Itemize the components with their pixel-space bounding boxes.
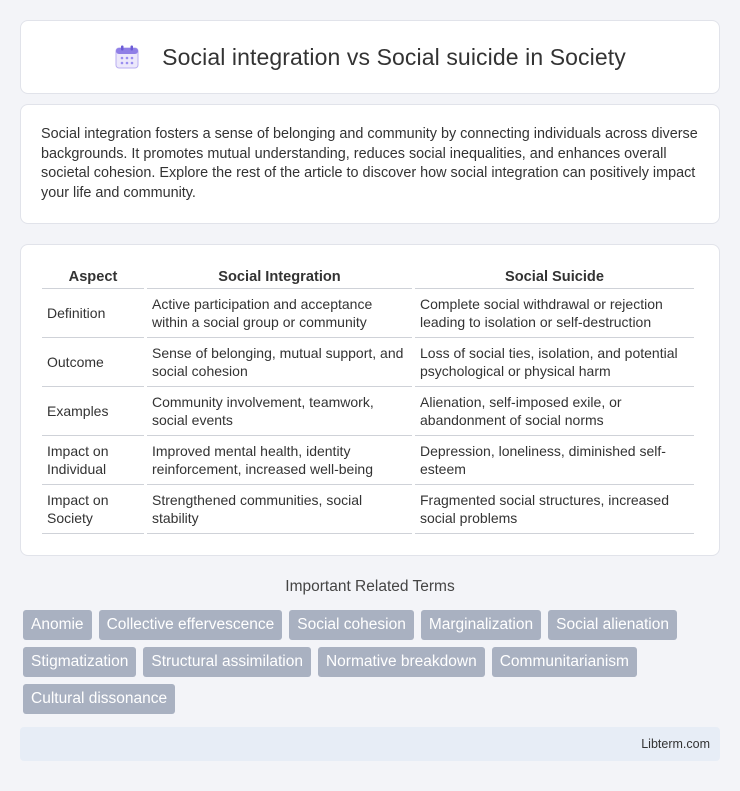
header-social-integration: Social Integration — [147, 265, 412, 289]
tag-collective-effervescence[interactable]: Collective effervescence — [99, 610, 283, 640]
cell-integration: Sense of belonging, mutual support, and social cohesion — [147, 338, 412, 387]
table-row — [42, 485, 694, 534]
intro-text: Social integration fosters a sense of belonging and community by connecting individuals across diverse backgrounds. It promotes mutual understanding, reduces social inequalities, and enhances overall societal cohesion. Explore the rest of the article to discover how social integration can positively impact your life and community. — [41, 126, 698, 201]
cell-aspect: Outcome — [42, 338, 144, 387]
cell-aspect: Impact on Individual — [42, 436, 144, 485]
tag-anomie[interactable]: Anomie — [23, 610, 92, 640]
cell-integration: Active participation and acceptance within a social group or community — [147, 289, 412, 338]
footer-site-link[interactable]: Libterm.com — [641, 737, 710, 751]
cell-integration: Strengthened communities, social stability — [147, 485, 412, 534]
header-aspect: Aspect — [42, 265, 144, 289]
tag-social-alienation[interactable]: Social alienation — [548, 610, 677, 640]
tag-normative-breakdown[interactable]: Normative breakdown — [318, 647, 485, 677]
tag-cultural-dissonance[interactable]: Cultural dissonance — [23, 684, 175, 714]
page-title: Social integration vs Social suicide in Society — [162, 43, 626, 70]
intro-card — [20, 104, 720, 224]
tag-communitarianism[interactable]: Communitarianism — [492, 647, 637, 677]
related-terms-title: Important Related Terms — [285, 578, 455, 595]
cell-suicide: Loss of social ties, isolation, and potential psychological or physical harm — [415, 338, 694, 387]
page-header — [20, 20, 720, 94]
cell-suicide: Complete social withdrawal or rejection leading to isolation or self-destruction — [415, 289, 694, 338]
header-social-suicide: Social Suicide — [415, 265, 694, 289]
table-header-row — [42, 265, 694, 289]
tag-social-cohesion[interactable]: Social cohesion — [289, 610, 414, 640]
table-row — [42, 436, 694, 485]
footer — [20, 727, 720, 761]
cell-suicide: Depression, loneliness, diminished self-esteem — [415, 436, 694, 485]
table-row — [42, 289, 694, 338]
cell-suicide: Fragmented social structures, increased social problems — [415, 485, 694, 534]
cell-integration: Improved mental health, identity reinforcement, increased well-being — [147, 436, 412, 485]
cell-integration: Community involvement, teamwork, social events — [147, 387, 412, 436]
cell-aspect: Definition — [42, 289, 144, 338]
calendar-icon — [114, 44, 140, 70]
tag-structural-assimilation[interactable]: Structural assimilation — [143, 647, 311, 677]
tag-stigmatization[interactable]: Stigmatization — [23, 647, 136, 677]
cell-aspect: Impact on Society — [42, 485, 144, 534]
tag-marginalization[interactable]: Marginalization — [421, 610, 541, 640]
table-row — [42, 338, 694, 387]
table-row — [42, 387, 694, 436]
comparison-card — [20, 244, 720, 556]
cell-aspect: Examples — [42, 387, 144, 436]
comparison-table — [39, 265, 697, 534]
related-terms-list — [23, 610, 723, 721]
cell-suicide: Alienation, self-imposed exile, or abandonment of social norms — [415, 387, 694, 436]
